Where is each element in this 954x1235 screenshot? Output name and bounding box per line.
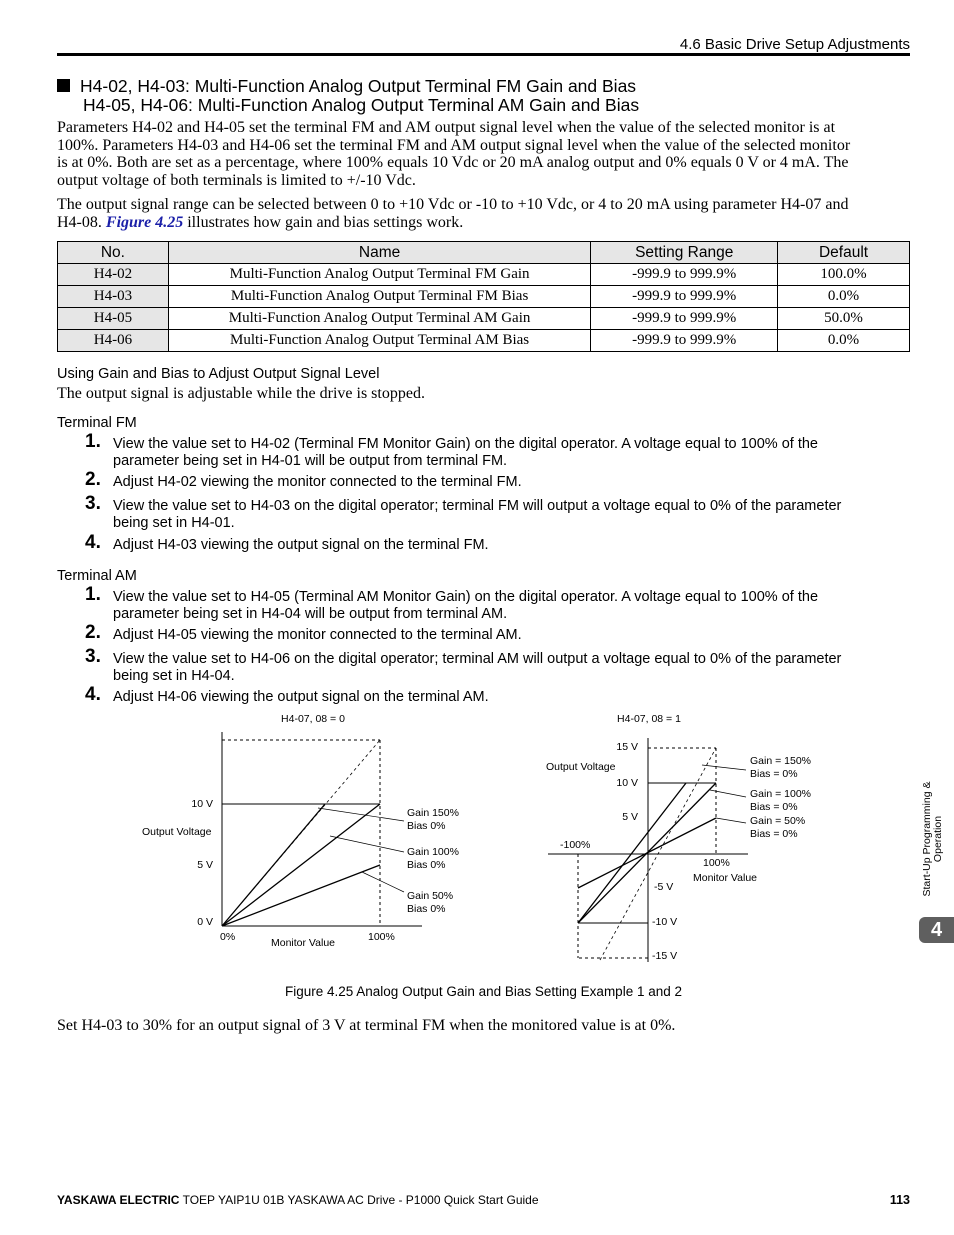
step-text: View the value set to H4-05 (Terminal AM Monitor Gain) on the digital operator. A voltage equal to 100% of the [113,589,819,605]
table-cell: Multi-Function Analog Output Terminal AM Bias [168,330,590,352]
left-gain-100-line [222,804,380,926]
step-number: 1. [85,584,101,605]
square-bullet-icon [57,79,70,92]
column-header: Name [168,242,590,264]
step-text: Adjust H4-05 viewing the monitor connected to the terminal AM. [113,627,522,643]
terminal-am-title: Terminal AM [57,568,137,584]
table-cell: 0.0% [778,286,910,308]
page-number: 113 [889,1193,910,1207]
right-tick-5v: 5 V [622,811,638,823]
right-tick-10v: 10 V [616,777,638,789]
left-x-label: Monitor Value [271,937,336,949]
right-tick-neg100pct: -100% [560,839,591,851]
step-text: Adjust H4-03 viewing the output signal on the terminal FM. [113,537,489,553]
left-bias-label: Bias 0% [407,820,446,832]
heading-line-1: H4-02, H4-03: Multi-Function Analog Output Terminal FM Gain and Bias [80,76,637,96]
heading-line-2: H4-05, H4-06: Multi-Function Analog Output Terminal AM Gain and Bias [83,95,640,115]
footer-doc-title: TOEP YAIP1U 01B YASKAWA AC Drive - P1000 Quick Start Guide [182,1193,539,1207]
text-line [57,214,910,232]
section-header: 4.6 Basic Drive Setup Adjustments [679,36,910,53]
step-text: View the value set to H4-03 on the digital operator; terminal FM will output a voltage equal to 0% of the parameter [113,498,842,514]
table-cell: H4-02 [58,264,169,286]
footer-brand: YASKAWA ELECTRIC [57,1193,180,1207]
right-gain-150-label: Gain = 150% [750,755,812,767]
intro-paragraph-1 [57,119,910,189]
left-tick-100pct: 100% [368,931,395,943]
table-row [58,264,910,286]
right-tick-neg5v: -5 V [654,881,674,893]
table-cell: -999.9 to 999.9% [591,330,778,352]
right-bias-label: Bias = 0% [750,801,798,813]
left-leader-100 [330,836,404,852]
header-rule [57,53,910,56]
table-row [58,308,910,330]
parameter-table [57,241,910,352]
side-tab-line: Start-Up Programming & [921,781,933,897]
closing-paragraph: Set H4-03 to 30% for an output signal of 3 V at terminal FM when the monitored value is at 0%. [57,1017,676,1034]
table-cell: -999.9 to 999.9% [591,264,778,286]
right-tick-100pct: 100% [703,857,730,869]
step-text: View the value set to H4-02 (Terminal FM Monitor Gain) on the digital operator. A voltage equal to 100% of the [113,436,818,452]
text-line: is at 0%. Both are set as a percentage, where 100% equals 10 Vdc or 20 mA analog output and 0% equals 0 V or 4 mA. The [57,154,849,171]
table-cell: -999.9 to 999.9% [591,286,778,308]
left-tick-10v: 10 V [191,798,213,810]
right-gain-100-label: Gain = 100% [750,788,812,800]
left-bias-label: Bias 0% [407,903,446,915]
left-gain-50-line [222,865,380,926]
right-tick-neg10v: -10 V [652,916,678,928]
column-header: No. [58,242,169,264]
table-cell: H4-06 [58,330,169,352]
side-tab-label [922,754,944,924]
step-number: 2. [85,622,101,643]
table-cell: Multi-Function Analog Output Terminal AM Gain [168,308,590,330]
footer [57,1193,539,1207]
text-span: H4-08. [57,213,102,231]
step-text: parameter being set in H4-04 will be output from terminal AM. [113,606,508,622]
step-text: View the value set to H4-06 on the digital operator; terminal AM will output a voltage equal to 0% of the parameter [113,651,842,667]
left-tick-0pct: 0% [220,931,236,943]
right-diagram-title: H4-07, 08 = 1 [617,713,681,725]
table-cell: Multi-Function Analog Output Terminal FM Gain [168,264,590,286]
left-gain-150-label: Gain 150% [407,807,459,819]
using-gain-bias-text: The output signal is adjustable while the drive is stopped. [57,385,425,402]
left-y-label: Output Voltage [142,826,212,838]
terminal-fm-title: Terminal FM [57,415,137,431]
left-leader-50 [362,872,404,892]
step-number: 3. [85,646,101,667]
table-cell: H4-05 [58,308,169,330]
step-number: 2. [85,469,101,490]
left-tick-5v: 5 V [197,859,213,871]
text-line: The output signal range can be selected between 0 to +10 Vdc or -10 to +10 Vdc, or 4 to 20 mA using parameter H4-07 and [57,196,849,213]
right-bias-label: Bias = 0% [750,768,798,780]
step-number: 4. [85,684,101,705]
text-line: 100%. Parameters H4-03 and H4-06 set the terminal FM and AM output signal level when the value of the selected monitor [57,136,851,154]
step-text: being set in H4-04. [113,668,235,684]
column-header: Default [778,242,910,264]
table-cell: Multi-Function Analog Output Terminal FM Bias [168,286,590,308]
figure-link[interactable]: Figure 4.25 [105,213,184,231]
left-gain-150-line [222,804,325,926]
text-span: illustrates how gain and bias settings work. [187,213,464,231]
step-text: Adjust H4-06 viewing the output signal on the terminal AM. [113,689,489,705]
gain-bias-figure [130,708,830,978]
side-tab-line: Operation [932,815,944,863]
intro-paragraph-2 [57,196,910,231]
right-y-label: Output Voltage [546,761,616,773]
step-text: being set in H4-01. [113,515,235,531]
chapter-tab[interactable]: 4 [919,917,954,943]
step-text: Adjust H4-02 viewing the monitor connected to the terminal FM. [113,474,522,490]
right-leader-50 [716,818,746,823]
text-line: Parameters H4-02 and H4-05 set the terminal FM and AM output signal level when the value of the selected monitor is at [57,119,836,136]
left-gain-100-label: Gain 100% [407,846,459,858]
section-heading [57,77,639,115]
step-number: 4. [85,532,101,553]
table-row [58,286,910,308]
left-bias-label: Bias 0% [407,859,446,871]
right-tick-neg15v: -15 V [652,950,678,962]
table-cell: 0.0% [778,330,910,352]
table-cell: 100.0% [778,264,910,286]
step-text: parameter being set in H4-01 will be output from terminal FM. [113,453,508,469]
right-leader-100 [710,790,746,797]
text-line: output voltage of both terminals is limited to +/-10 Vdc. [57,171,416,189]
using-gain-bias-title: Using Gain and Bias to Adjust Output Signal Level [57,366,380,382]
right-leader-150 [702,765,746,770]
right-x-label: Monitor Value [693,872,758,884]
right-tick-15v: 15 V [616,741,638,753]
left-gain-50-label: Gain 50% [407,890,454,902]
table-header-row [58,242,910,264]
left-diagram-title: H4-07, 08 = 0 [281,713,345,725]
table-row [58,330,910,352]
table-cell: H4-03 [58,286,169,308]
column-header: Setting Range [591,242,778,264]
step-number: 1. [85,431,101,452]
step-number: 3. [85,493,101,514]
left-tick-0v: 0 V [197,916,213,928]
right-bias-label: Bias = 0% [750,828,798,840]
right-gain-50-label: Gain = 50% [750,815,806,827]
table-cell: -999.9 to 999.9% [591,308,778,330]
figure-caption: Figure 4.25 Analog Output Gain and Bias Setting Example 1 and 2 [284,984,682,999]
table-cell: 50.0% [778,308,910,330]
